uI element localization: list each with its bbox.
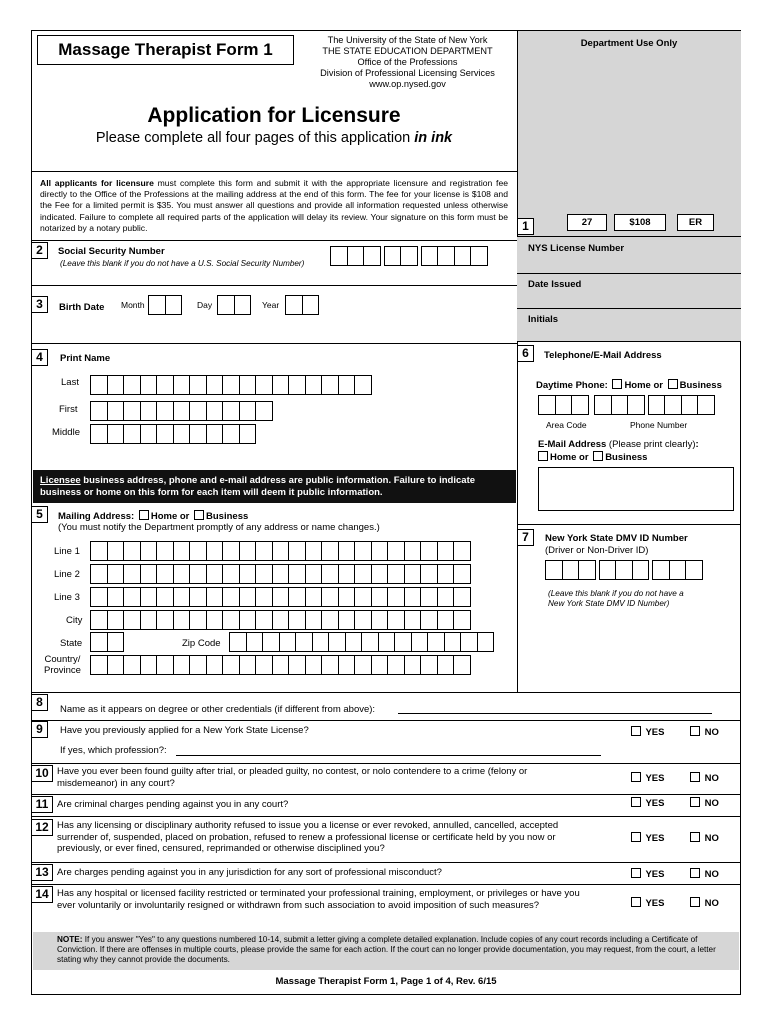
ssn-label: Social Security Number: [58, 246, 165, 257]
department-use-title: Department Use Only: [580, 38, 678, 49]
page-subtitle: [32, 130, 516, 146]
birth-year-input[interactable]: [285, 295, 318, 315]
ssn-note: (Leave this blank if you do not have a U.S. Social Security Number): [60, 259, 305, 268]
area-code-label: Area Code: [546, 420, 587, 430]
city-input[interactable]: [90, 610, 470, 630]
q10-no-checkbox[interactable]: [690, 772, 700, 782]
business-label: Business: [206, 511, 249, 522]
license-number-label: NYS License Number: [528, 243, 625, 254]
divider: [31, 692, 741, 693]
question-text: Have you ever been found guilty after trial, or pleaded guilty, no contest, or nolo contendere to a crime (felony or misdemeanor) in any court?: [57, 766, 528, 789]
country-province-label: [44, 654, 81, 676]
credential-name-input[interactable]: [398, 713, 712, 714]
note-box: [33, 932, 739, 970]
no-label: NO: [704, 869, 719, 880]
section-number: 7: [517, 529, 534, 546]
public-info-notice: [33, 470, 516, 503]
divider: [31, 343, 517, 344]
middle-name-input[interactable]: [90, 424, 255, 444]
yes-label: YES: [645, 798, 665, 809]
q13-no-checkbox[interactable]: [690, 868, 700, 878]
divider: [31, 720, 741, 721]
area-code-input[interactable]: [538, 395, 588, 415]
q14-no-checkbox[interactable]: [690, 897, 700, 907]
email-type-row: [536, 451, 647, 463]
dmv-note-2: New York State DMV ID Number): [548, 599, 670, 608]
agency-line: The University of the State of New York: [327, 35, 488, 45]
state-input[interactable]: [90, 632, 123, 652]
q14-yes-checkbox[interactable]: [631, 897, 641, 907]
yes-label: YES: [645, 727, 665, 738]
er-code: ER: [677, 214, 714, 231]
phone-email-label: Telephone/E-Mail Address: [544, 350, 662, 361]
dmv-label: New York State DMV ID Number: [545, 533, 688, 544]
mailing-address-row: [58, 510, 248, 522]
section-number: 3: [31, 296, 48, 313]
license-number-panel: [517, 236, 741, 276]
note-lead: NOTE:: [57, 935, 83, 944]
divider: [31, 884, 741, 885]
question-subtext: If yes, which profession?:: [60, 745, 167, 756]
ssn-input[interactable]: [330, 246, 487, 266]
day-label: Day: [197, 300, 213, 310]
phone-number-input[interactable]: [594, 395, 714, 415]
q14-no: [688, 897, 719, 909]
divider: [31, 285, 517, 286]
month-label: Month: [121, 300, 145, 310]
no-label: NO: [704, 833, 719, 844]
line2-label: Line 2: [54, 569, 80, 580]
profession-code: 27: [567, 214, 607, 231]
question-text: Has any licensing or disciplinary authority refused to issue you a license or ever revoked, annulled, cancelled, accepted surrender of, suspended, placed on probation, refused to renew a professional license or certificate held by you now or previously, or ever fined, censured, reprimanded or otherwise disciplined you?: [57, 820, 559, 854]
email-label: E-Mail Address: [538, 439, 607, 450]
home-or-label: Home or: [624, 380, 663, 391]
divider: [31, 794, 741, 795]
mailing-address-label: Mailing Address:: [58, 511, 135, 522]
question-text: Are criminal charges pending against you in any court?: [57, 799, 289, 810]
city-label: City: [66, 615, 83, 626]
q12-yes-checkbox[interactable]: [631, 832, 641, 842]
q10-yes-checkbox[interactable]: [631, 772, 641, 782]
agency-line: Division of Professional Licensing Services: [320, 68, 495, 78]
no-label: NO: [704, 798, 719, 809]
business-label: Business: [679, 380, 722, 391]
middle-name-label: Middle: [52, 427, 80, 438]
page-title: Application for Licensure: [147, 104, 401, 127]
email-business-checkbox[interactable]: [593, 451, 603, 461]
last-name-label: Last: [61, 377, 79, 388]
yes-label: YES: [645, 773, 665, 784]
divider: [31, 763, 741, 764]
address-line3-input[interactable]: [90, 587, 470, 607]
province-label: Province: [44, 665, 81, 676]
year-label: Year: [262, 300, 280, 310]
q9-yes-checkbox[interactable]: [631, 726, 641, 736]
section-number: 9: [31, 721, 48, 738]
q11-no-checkbox[interactable]: [690, 797, 700, 807]
first-name-input[interactable]: [90, 401, 272, 421]
q11-no: [688, 797, 719, 809]
phone-home-checkbox[interactable]: [612, 379, 622, 389]
subtitle-text: Please complete all four pages of this application: [95, 130, 411, 146]
agency-website: www.op.nysed.gov: [369, 79, 446, 89]
page-footer: Massage Therapist Form 1, Page 1 of 4, Rev. 6/15: [275, 976, 497, 987]
yes-label: YES: [645, 898, 665, 909]
email-home-checkbox[interactable]: [538, 451, 548, 461]
line1-label: Line 1: [54, 546, 80, 557]
note-text: If you answer "Yes" to any questions numbered 10-14, submit a letter giving a complete detailed explanation. Include copies of any court records including a Certificate of Conviction. If there are offenses in multiple courts, please provide the same for each action. If the court can no longer provide documentation, you may request, from the court, a letter stating why they cannot provide the documents.: [57, 935, 716, 965]
form-title: Massage Therapist Form 1: [37, 35, 294, 65]
birth-date-label: Birth Date: [59, 302, 105, 313]
mailing-business-checkbox[interactable]: [194, 510, 204, 520]
q13-no: [688, 868, 719, 880]
zip-code-input[interactable]: [229, 632, 493, 652]
section-number: 5: [31, 506, 48, 523]
q10-no: [688, 772, 719, 784]
first-name-label: First: [59, 404, 78, 415]
line3-label: Line 3: [54, 592, 80, 603]
yes-label: YES: [645, 833, 665, 844]
profession-input[interactable]: [176, 755, 601, 756]
q9-no-checkbox[interactable]: [690, 726, 700, 736]
country-label: Country/: [44, 654, 81, 665]
question-text: Name as it appears on degree or other credentials (if different from above):: [60, 704, 376, 715]
divider: [31, 816, 741, 817]
question-text: Are charges pending against you in any jurisdiction for any sort of professional misconduct?: [57, 867, 442, 878]
q9-yes: [629, 726, 664, 738]
no-label: NO: [704, 773, 719, 784]
section-number: 8: [31, 694, 48, 711]
fee-code: $108: [614, 214, 666, 231]
question-text: Has any hospital or licensed facility restricted or terminated your professional training, employment, or privileges or have you ever voluntarily or involuntarily resigned or withdrawn from such association to avoid imposition of such measures?: [57, 888, 580, 911]
subtitle-emphasis: in ink: [414, 130, 453, 146]
section-number: 14: [31, 886, 53, 903]
email-label-row: [538, 439, 699, 450]
dmv-note-1: (Leave this blank if you do not have a: [548, 589, 684, 598]
phone-business-checkbox[interactable]: [668, 379, 678, 389]
q11-yes-checkbox[interactable]: [631, 797, 641, 807]
dmv-sublabel: (Driver or Non-Driver ID): [545, 545, 649, 556]
intro-lead: All applicants for licensure: [40, 178, 154, 188]
yes-label: YES: [645, 869, 665, 880]
intro-body: must complete this form and submit it with the appropriate licensure and registration fee directly to the Office of the Professions at the mailing address at the end of this form. The fee for your license is $108 and the Fee for a limited permit is $35. You must answer all questions and provide all information requested unless otherwise indicated. Failure to complete all required parts of the application will delay its review. Your signature on this form must be notarized by a notary public.: [40, 178, 508, 233]
birth-day-input[interactable]: [217, 295, 250, 315]
q12-no-checkbox[interactable]: [690, 832, 700, 842]
section-number: 1: [517, 218, 534, 235]
section-number: 4: [31, 349, 48, 366]
q13-yes-checkbox[interactable]: [631, 868, 641, 878]
agency-line: THE STATE EDUCATION DEPARTMENT: [322, 46, 493, 56]
agency-block: [300, 35, 515, 90]
notice-text: business address, phone and e-mail address are public information. Failure to indicate business or home on this form for each item will deem it public information.: [40, 475, 476, 498]
divider: [31, 171, 517, 172]
divider: [517, 524, 741, 525]
agency-line: Office of the Professions: [357, 57, 458, 67]
section-number: 11: [31, 796, 53, 813]
q14-yes: [629, 897, 664, 909]
birth-month-input[interactable]: [148, 295, 181, 315]
q10-yes: [629, 772, 664, 784]
no-label: NO: [704, 727, 719, 738]
dmv-id-input[interactable]: [545, 560, 702, 580]
home-or-label: Home or: [150, 511, 190, 522]
divider: [31, 862, 741, 863]
q12-yes: [629, 832, 664, 844]
address-line1-input[interactable]: [90, 541, 470, 561]
mailing-home-checkbox[interactable]: [139, 510, 149, 520]
daytime-phone-row: [536, 379, 722, 391]
date-issued-label: Date Issued: [528, 279, 582, 290]
country-input[interactable]: [90, 655, 470, 675]
email-input[interactable]: [538, 467, 734, 511]
section-number: 12: [31, 819, 53, 836]
question-text: Have you previously applied for a New York State License?: [60, 725, 309, 736]
no-label: NO: [704, 898, 719, 909]
print-name-label: Print Name: [60, 353, 111, 364]
business-label: Business: [605, 452, 648, 463]
notice-underlined: Licensee: [40, 475, 81, 486]
q11-yes: [629, 797, 664, 809]
daytime-phone-label: Daytime Phone:: [536, 380, 608, 391]
zip-code-label: Zip Code: [182, 638, 221, 649]
initials-label: Initials: [528, 314, 559, 325]
home-or-label: Home or: [550, 452, 589, 463]
email-note: (Please print clearly): [608, 439, 696, 450]
last-name-input[interactable]: [90, 375, 371, 395]
section-number: 2: [31, 242, 48, 259]
section-number: 6: [517, 345, 534, 362]
mailing-note: (You must notify the Department promptly of any address or name changes.): [58, 522, 380, 533]
state-label: State: [60, 638, 83, 649]
intro-text: [40, 178, 508, 234]
section-number: 13: [31, 864, 53, 881]
phone-number-label: Phone Number: [630, 420, 688, 430]
q12-no: [688, 832, 719, 844]
section-number: 10: [31, 765, 53, 782]
q13-yes: [629, 868, 664, 880]
q9-no: [688, 726, 719, 738]
column-divider: [517, 342, 518, 692]
divider: [31, 240, 517, 241]
address-line2-input[interactable]: [90, 564, 470, 584]
email-colon: :: [695, 439, 699, 450]
